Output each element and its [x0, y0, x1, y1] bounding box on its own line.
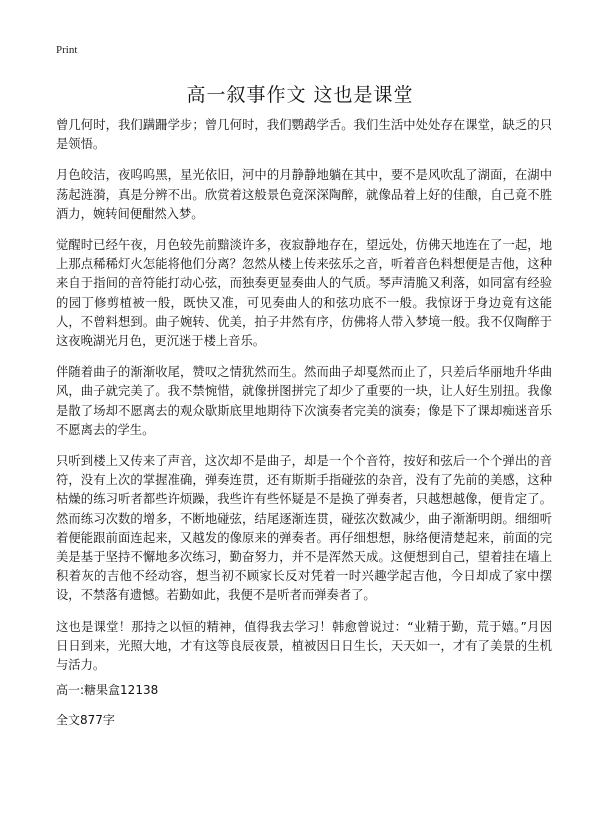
paragraph-1: 曾几何时，我们蹒跚学步；曾几何时，我们鹦鹉学舌。我们生活中处处存在课堂，缺乏的只是领悟。 [56, 118, 552, 152]
paragraph-2: 月色皎洁，夜呜呜黑，星光依旧，河中的月静静地躺在其中，要不是风吹乱了湖面，在湖中荡起涟漪，真是分辨不出。欣赏着这般景色竟深深陶醉，就像品着上好的佳酿，自己竟不胜酒力，婉转间便酣然入梦。 [56, 168, 552, 221]
article-body [56, 116, 552, 687]
paragraph-5: 只听到楼上又传来了声音，这次却不是曲子，却是一个个音符，按好和弦后一个个弹出的音符，没有上次的掌握准确，弹奏连贯，还有斯斯手指碰弦的杂音，没有了先前的美感，这种枯燥的练习听者都些许烦躁，我些许有些怀疑是不是换了弹奏者，只越想越像，便肯定了。然而练习次数的增多，不断地碰弦，结尾逐渐连贯，碰弦次数减少，曲子渐渐明朗。细细听着便能跟前面连起来，又越发的像原来的弹奏者。再仔细想想，脉络便清楚起来，前面的完美是基于坚持不懈地多次练习，勤奋努力，并不是浑然天成。这便想到自己，望着挂在墙上积着灰的吉他不经动容，想当初不顾家长反对凭着一时兴趣学起吉他，今日却成了家中摆设，不禁落有遗憾。若勤如此，我便不是听者而弹奏者了。 [56, 454, 552, 603]
print-link[interactable]: Print [56, 44, 78, 56]
page-title: 高一叙事作文 这也是课堂 [186, 84, 414, 106]
paragraph-6: 这也是课堂！那持之以恒的精神，值得我去学习！韩愈曾说过：“业精于勤，荒于嬉。”月因日日到来，光照大地，才有这等良辰夜景，植被因日日生长，天天如一，才有了美景的生机与活力。 [56, 619, 552, 673]
author-line: 高一:糖果盒12138 [56, 683, 159, 697]
paragraph-3: 觉醒时已经午夜，月色较先前黯淡许多，夜寂静地存在，望远处，仿佛天地连在了一起，地上那点稀稀灯火怎能将他们分离？忽然从楼上传来弦乐之音，听着音色料想便是吉他，这种来自于指间的音符能打动心弦，而独奏更显奏曲人的气质。琴声清脆又利落，如同富有经验的园丁修剪植被一般，既快又准，可见奏曲人的和弦功底不一般。我惊讶于身边竟有这能人，不曾料想到。曲子婉转、优美，拍子井然有序，仿佛将人带入梦境一般。我不仅陶醉于这夜晚湖光月色，更沉迷于楼上音乐。 [56, 238, 552, 349]
word-count: 全文877字 [56, 713, 115, 727]
paragraph-4: 伴随着曲子的渐渐收尾，赞叹之情犹然而生。然而曲子却戛然而止了，只差后华丽地升华曲风，曲子就完美了。我不禁惋惜，就像拼图拼完了却少了重要的一块，让人好生别扭。我像是散了场却不愿离去的观众歇斯底里地期待下次演奏者完美的演奏；像是下了课却痴迷音乐不愿离去的学生。 [56, 365, 552, 437]
